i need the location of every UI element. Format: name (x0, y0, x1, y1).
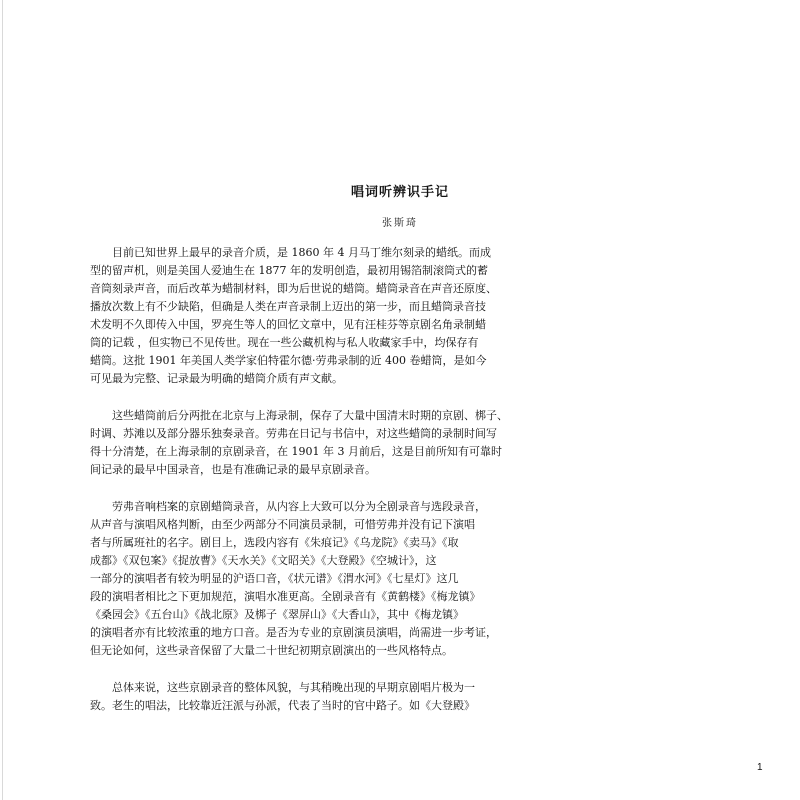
document-body (90, 244, 716, 734)
paragraph-1 (90, 244, 716, 388)
text-line: 致。老生的唱法，比较靠近汪派与孙派，代表了当时的官中路子。如《大登殿》 (90, 699, 475, 712)
text-line: 这些蜡筒前后分两批在北京与上海录制，保存了大量中国清末时期的京剧、梆子、 (112, 409, 508, 422)
text-line: 从声音与演唱风格判断，由至少两部分不同演员录制，可惜劳弗并没有记下演唱 (90, 518, 475, 531)
text-line: 者与所属班社的名字。剧目上，选段内容有《朱痕记》《乌龙院》《卖马》《取 (90, 536, 459, 549)
paragraph-2 (90, 407, 716, 479)
text-line: 的演唱者亦有比较浓重的地方口音。是否为专业的京剧演员演唱，尚需进一步考证， (90, 626, 497, 639)
paragraph-3 (90, 498, 716, 660)
text-line: 目前已知世界上最早的录音介质，是 1860 年 4 月马丁维尔刻录的蜡纸。而成 (112, 246, 491, 259)
document-title: 唱词听辨识手记 (350, 185, 449, 200)
page-left-edge (2, 0, 3, 800)
text-line: 但无论如何，这些录音保留了大量二十世纪初期京剧演出的一些风格特点。 (90, 644, 453, 657)
text-line: 《桑园会》《五台山》《战北原》及梆子《翠屏山》《大香山》，其中《梅龙镇》 (90, 608, 464, 621)
text-line: 一部分的演唱者有较为明显的沪语口音，《状元谱》《渭水河》《七星灯》这几 (90, 572, 459, 585)
text-line: 总体来说，这些京剧录音的整体风貌，与其稍晚出现的早期京剧唱片极为一 (112, 681, 475, 694)
text-line: 间记录的最早中国录音，也是有准确记录的最早京剧录音。 (90, 463, 376, 476)
text-line: 可见最为完整、记录最为明确的蜡筒介质有声文献。 (90, 372, 343, 385)
text-line: 型的留声机，则是美国人爱迪生在 1877 年的发明创造，最初用锡箔制滚筒式的蓄 (90, 264, 488, 277)
text-line: 筒的记载 ，但实物已不见传世。现在一些公藏机构与私人收藏家手中，均保存有 (90, 336, 479, 349)
text-line: 时调、苏滩以及部分器乐独奏录音。劳弗在日记与书信中，对这些蜡筒的录制时间写 (90, 427, 497, 440)
text-line: 术发明不久即传入中国，罗亮生等人的回忆文章中，见有汪桂芬等京剧名角录制蜡 (90, 318, 486, 331)
page-number: 1 (757, 762, 763, 773)
text-line: 播放次数上有不少缺陷，但确是人类在声音录制上迈出的第一步，而且蜡筒录音技 (90, 300, 486, 313)
document-author: 张斯琦 (382, 218, 418, 229)
paragraph-4 (90, 679, 716, 715)
text-line: 段的演唱者相比之下更加规范，演唱水准更高。全剧录音有《黄鹤楼》《梅龙镇》 (90, 590, 481, 603)
text-line: 蜡筒。这批 1901 年美国人类学家伯特霍尔德·劳弗录制的近 400 卷蜡筒，是如今 (90, 354, 487, 367)
text-line: 音筒刻录声音，而后改革为蜡制材料，即为后世说的蜡筒。蜡筒录音在声音还原度、 (90, 282, 497, 295)
text-line: 成都》《双包案》《捉放曹》《天水关》《文昭关》《大登殿》《空城计》，这 (90, 554, 437, 567)
text-line: 得十分清楚，在上海录制的京剧录音，在 1901 年 3 月前后，这是目前所知有可靠时 (90, 445, 502, 458)
text-line: 劳弗音响档案的京剧蜡筒录音，从内容上大致可以分为全剧录音与选段录音， (112, 500, 486, 513)
